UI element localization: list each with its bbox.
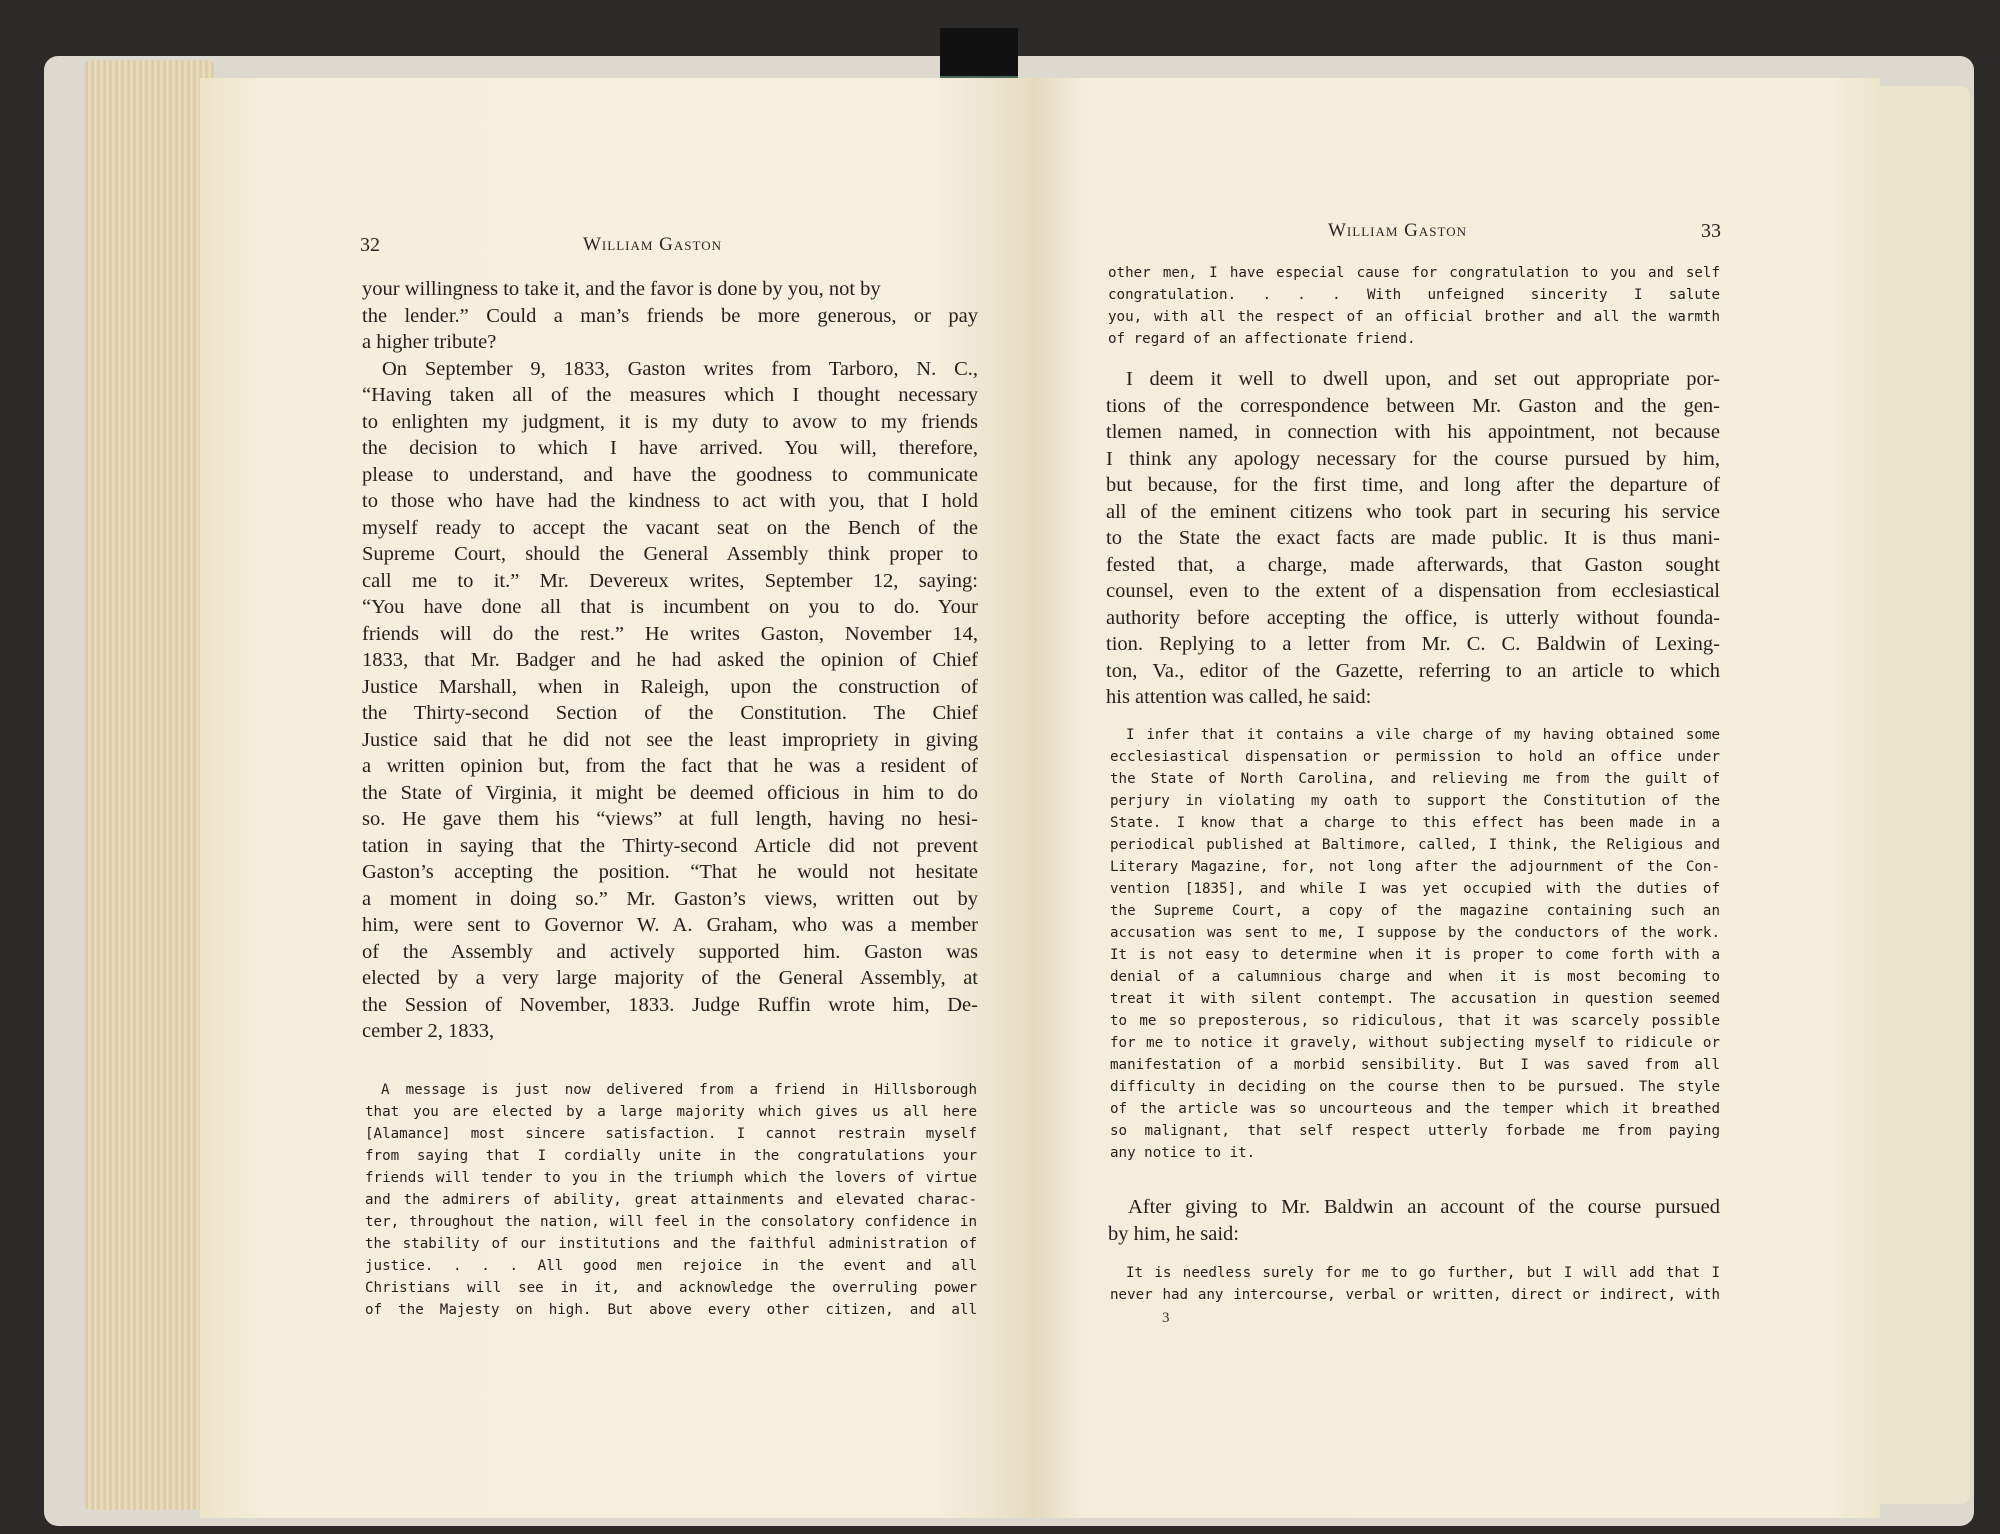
text-line: a written opinion but, from the fact that he was a resident of <box>362 755 978 777</box>
right-block-quote <box>1110 724 1720 1164</box>
quote-line: ecclesiastical dispensation or permission to hold an office under <box>1110 749 1720 765</box>
signature-mark: 3 <box>1162 1310 1170 1326</box>
quote-line: periodical published at Baltimore, called, I think, the Religious and <box>1110 837 1720 853</box>
text-line: him, were sent to Governor W. A. Graham, who was a member <box>362 914 978 936</box>
quote-line: of the Majesty on high. But above every other citizen, and all <box>365 1302 977 1318</box>
quote-line: to me so preposterous, so ridiculous, that it was scarcely possible <box>1110 1013 1720 1029</box>
quote-line: Literary Magazine, for, not long after the adjournment of the Con- <box>1110 859 1720 875</box>
text-line: tions of the correspondence between Mr. Gaston and the gen- <box>1106 394 1720 417</box>
right-closing-quote <box>1110 1262 1720 1306</box>
text-line: ton, Va., editor of the Gazette, referring to an article to which <box>1106 659 1720 682</box>
text-line: Justice said that he did not see the least impropriety in giving <box>362 728 978 751</box>
quote-line: vention [1835], and while I was yet occupied with the duties of <box>1110 881 1720 897</box>
quote-line: manifestation of a morbid sensibility. But I was saved from all <box>1110 1057 1720 1073</box>
text-line: please to understand, and have the goodness to communicate <box>362 463 978 486</box>
quote-line: A message is just now delivered from a friend in Hillsborough <box>381 1082 977 1098</box>
left-page <box>200 78 1032 1518</box>
quote-line: and the admirers of ability, great attainments and elevated charac- <box>365 1192 977 1208</box>
quote-line: the State of North Carolina, and relieving me from the guilt of <box>1110 771 1720 787</box>
text-line: to those who have had the kindness to act with you, that I hold <box>362 490 978 512</box>
text-line: all of the eminent citizens who took part in securing his service <box>1106 500 1720 523</box>
quote-line: other men, I have especial cause for congratulation to you and self <box>1108 265 1720 281</box>
text-line: I think any apology necessary for the course pursued by him, <box>1106 447 1720 470</box>
quote-line: that you are elected by a large majority which gives us all here <box>365 1104 977 1120</box>
quote-line: Christians will see in it, and acknowledge the overruling power <box>365 1280 977 1296</box>
text-line: tation in saying that the Thirty-second Article did not prevent <box>362 834 978 857</box>
text-line: tion. Replying to a letter from Mr. C. C. Baldwin of Lexing- <box>1106 633 1720 655</box>
text-line: On September 9, 1833, Gaston writes from Tarboro, N. C., <box>382 357 978 380</box>
quote-line: difficulty in deciding on the course then to be pursued. The style <box>1110 1079 1720 1095</box>
left-main-text <box>362 276 978 1045</box>
text-line: myself ready to accept the vacant seat on the Bench of the <box>362 516 978 539</box>
quote-line: never had any intercourse, verbal or written, direct or indirect, with <box>1110 1287 1720 1303</box>
right-after-text <box>1108 1194 1720 1247</box>
text-line: “Having taken all of the measures which I thought necessary <box>362 384 978 406</box>
text-line: authority before accepting the office, is utterly without founda- <box>1106 606 1720 629</box>
quote-line: congratulation. . . . With unfeigned sincerity I salute <box>1108 287 1720 303</box>
right-page-edge <box>1880 86 1970 1504</box>
quote-line: of regard of an affectionate friend. <box>1108 331 1416 347</box>
quote-line: the stability of our institutions and the faithful administration of <box>365 1236 977 1252</box>
quote-line: friends will tender to you in the triumph which the lovers of virtue <box>365 1170 977 1186</box>
quote-line: so malignant, that self respect utterly forbade me from paying <box>1110 1123 1720 1139</box>
left-block-quote <box>365 1079 977 1321</box>
text-line: fested that, a charge, made afterwards, that Gaston sought <box>1106 553 1720 576</box>
quote-line: State. I know that a charge to this effect has been made in a <box>1110 815 1720 831</box>
text-line: call me to it.” Mr. Devereux writes, September 12, saying: <box>362 569 978 592</box>
text-line: the Thirty-second Section of the Constitution. The Chief <box>362 702 978 724</box>
right-page <box>1032 78 1880 1518</box>
right-top-quote <box>1108 262 1720 350</box>
quote-line: you, with all the respect of an official brother and all the warmth <box>1108 309 1720 325</box>
quote-line: of the article was so uncourteous and the temper which it breathed <box>1110 1101 1720 1117</box>
text-line: of the Assembly and actively supported him. Gaston was <box>362 940 978 963</box>
text-line: to enlighten my judgment, it is my duty to avow to my friends <box>362 410 978 433</box>
text-line: elected by a very large majority of the General Assembly, at <box>362 967 978 989</box>
text-line: the State of Virginia, it might be deemed officious in him to do <box>362 781 978 804</box>
quote-line: perjury in violating my oath to support the Constitution of the <box>1110 793 1720 809</box>
quote-line: It is not easy to determine when it is proper to come forth with a <box>1110 947 1720 963</box>
text-line: cember 2, 1833, <box>362 1020 495 1042</box>
quote-line: denial of a calumnious charge and when it is most becoming to <box>1110 969 1720 985</box>
text-line: your willingness to take it, and the favor is done by you, not by <box>362 278 881 300</box>
quote-line: justice. . . . All good men rejoice in the event and all <box>365 1258 977 1274</box>
text-line: the Session of November, 1833. Judge Ruffin wrote him, De- <box>362 993 978 1016</box>
quote-line: accusation was sent to me, I suppose by the conductors of the work. <box>1110 925 1720 941</box>
right-running-head: William Gaston <box>1328 220 1467 241</box>
quote-line: the Supreme Court, a copy of the magazine containing such an <box>1110 903 1720 919</box>
text-line: I deem it well to dwell upon, and set out appropriate por- <box>1126 368 1720 390</box>
quote-line: [Alamance] most sincere satisfaction. I cannot restrain myself <box>365 1126 977 1142</box>
quote-line: I infer that it contains a vile charge of my having obtained some <box>1126 727 1720 743</box>
page-edge-stack <box>84 60 214 1510</box>
text-line: but because, for the first time, and long after the departure of <box>1106 474 1720 496</box>
text-line: Justice Marshall, when in Raleigh, upon the construction of <box>362 675 978 698</box>
text-line: counsel, even to the extent of a dispensation from ecclesiastical <box>1106 580 1720 602</box>
text-line: Supreme Court, should the General Assembly think proper to <box>362 543 978 565</box>
text-line: a higher tribute? <box>362 331 497 353</box>
text-line: Gaston’s accepting the position. “That he would not hesitate <box>362 861 978 883</box>
text-line: so. He gave them his “views” at full length, having no hesi- <box>362 808 978 830</box>
text-line: friends will do the rest.” He writes Gaston, November 14, <box>362 622 978 645</box>
text-line: 1833, that Mr. Badger and he had asked the opinion of Chief <box>362 649 978 671</box>
quote-line: treat it with silent contempt. The accusation in question seemed <box>1110 991 1720 1007</box>
left-running-head: William Gaston <box>583 234 722 255</box>
quote-line: from saying that I cordially unite in the congratulations your <box>365 1148 977 1164</box>
text-line: a moment in doing so.” Mr. Gaston’s views, written out by <box>362 887 978 910</box>
right-page-number: 33 <box>1701 220 1721 242</box>
quote-line: any notice to it. <box>1110 1145 1256 1161</box>
quote-line: for me to notice it gravely, without subjecting myself to ridicule or <box>1110 1035 1720 1051</box>
quote-line: ter, throughout the nation, will feel in the consolatory confidence in <box>365 1214 977 1230</box>
text-line: by him, he said: <box>1108 1222 1239 1245</box>
right-main-text <box>1106 366 1720 711</box>
text-line: the lender.” Could a man’s friends be more generous, or pay <box>362 304 978 327</box>
text-line: “You have done all that is incumbent on you to do. Your <box>362 596 978 618</box>
text-line: to the State the exact facts are made public. It is thus mani- <box>1106 527 1720 549</box>
quote-line: It is needless surely for me to go further, but I will add that I <box>1126 1265 1720 1281</box>
text-line: After giving to Mr. Baldwin an account of the course pursued <box>1128 1196 1720 1218</box>
text-line: the decision to which I have arrived. You will, therefore, <box>362 437 978 459</box>
text-line: tlemen named, in connection with his appointment, not because <box>1106 421 1720 443</box>
text-line: his attention was called, he said: <box>1106 686 1372 708</box>
left-page-number: 32 <box>360 234 380 256</box>
